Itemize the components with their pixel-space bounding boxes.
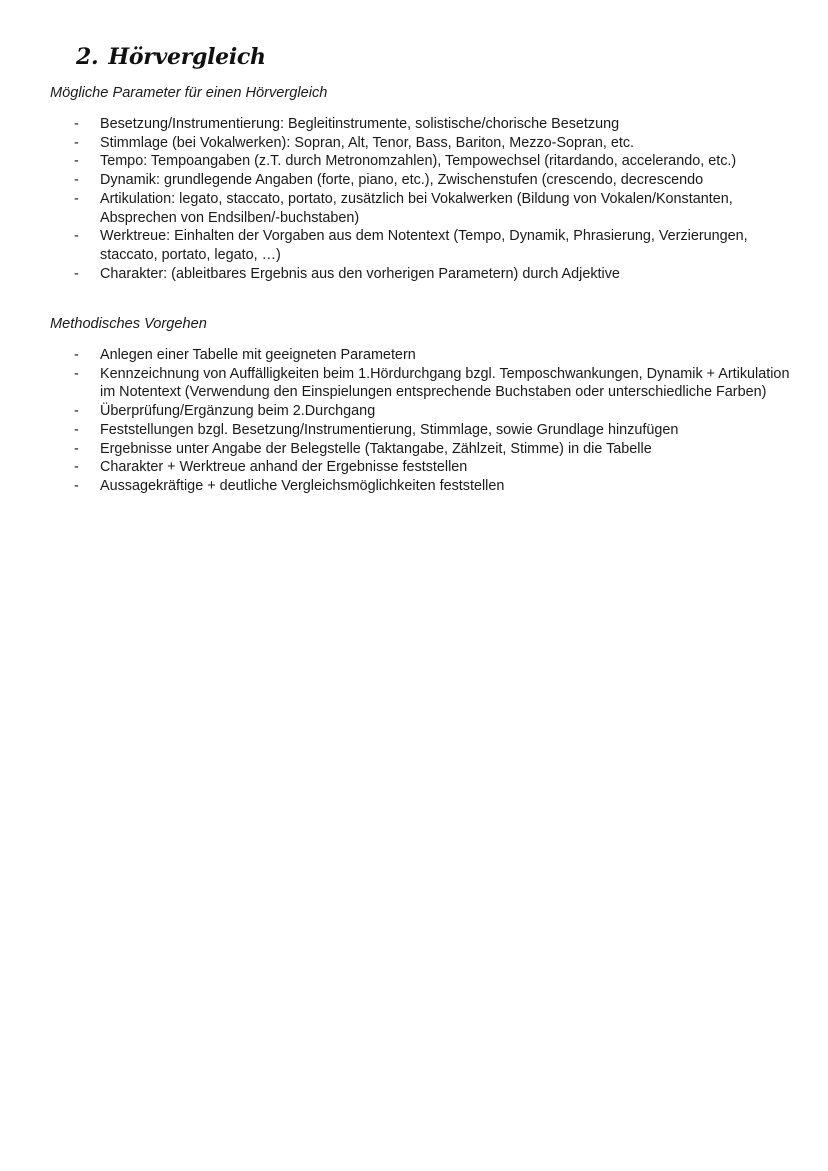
list-item: - Werktreue: Einhalten der Vorgaben aus dem Notentext (Tempo, Dynamik, Phrasierung, Verzierungen, staccato, portato, legato, …): [72, 227, 792, 264]
list-item: - Charakter + Werktreue anhand der Ergebnisse feststellen: [72, 458, 792, 477]
section-title-parameters: Mögliche Parameter für einen Hörvergleich: [50, 85, 328, 101]
list-item: - Charakter: (ableitbares Ergebnis aus den vorherigen Parametern) durch Adjektive: [72, 265, 792, 284]
heading-title: Hörvergleich: [108, 44, 266, 70]
method-list: [72, 346, 792, 496]
list-item: - Feststellungen bzgl. Besetzung/Instrumentierung, Stimmlage, sowie Grundlage hinzufügen: [72, 421, 792, 440]
list-item: - Aussagekräftige + deutliche Vergleichsmöglichkeiten feststellen: [72, 477, 792, 496]
list-item: - Anlegen einer Tabelle mit geeigneten Parametern: [72, 346, 792, 365]
list-item: - Ergebnisse unter Angabe der Belegstelle (Taktangabe, Zählzeit, Stimme) in die Tabelle: [72, 440, 792, 459]
parameter-list: [72, 115, 792, 283]
list-item: - Tempo: Tempoangaben (z.T. durch Metronomzahlen), Tempowechsel (ritardando, accelerando, etc.): [72, 152, 792, 171]
list-item: - Überprüfung/Ergänzung beim 2.Durchgang: [72, 402, 792, 421]
list-item: - Stimmlage (bei Vokalwerken): Sopran, Alt, Tenor, Bass, Bariton, Mezzo-Sopran, etc.: [72, 134, 792, 153]
list-item: - Besetzung/Instrumentierung: Begleitinstrumente, solistische/chorische Besetzung: [72, 115, 792, 134]
page-heading: [76, 44, 266, 70]
section-title-method: Methodisches Vorgehen: [50, 316, 207, 332]
list-item: - Artikulation: legato, staccato, portato, zusätzlich bei Vokalwerken (Bildung von Vokalen/Konstanten, Absprechen von Endsilben/-buchstaben): [72, 190, 792, 227]
list-item: - Kennzeichnung von Auffälligkeiten beim 1.Hördurchgang bzgl. Temposchwankungen, Dynamik + Artikulation im Notentext (Verwendung den Einspielungen entsprechende Buchstaben oder unterschiedliche Farben): [72, 365, 792, 402]
heading-number: 2.: [76, 44, 99, 70]
list-item: - Dynamik: grundlegende Angaben (forte, piano, etc.), Zwischenstufen (crescendo, decrescendo: [72, 171, 792, 190]
